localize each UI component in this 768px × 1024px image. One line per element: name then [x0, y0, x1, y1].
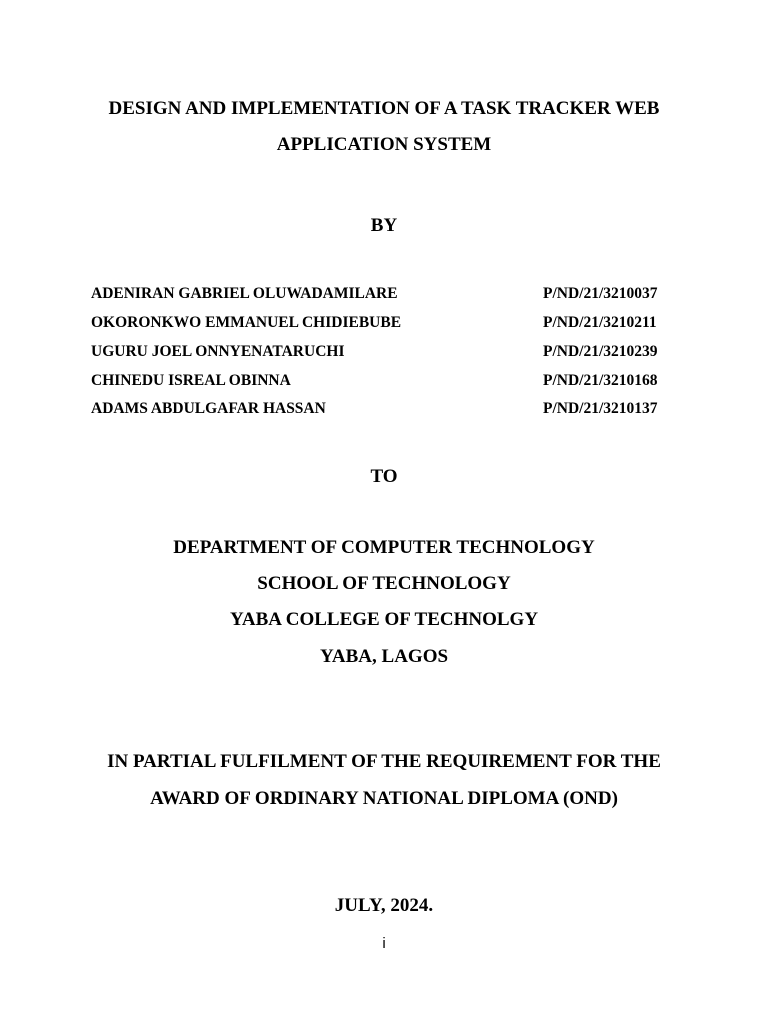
school-name: SCHOOL OF TECHNOLOGY	[257, 573, 511, 594]
author-name: OKORONKWO EMMANUEL CHIDIEBUBE	[91, 314, 402, 331]
author-matric-number: P/ND/21/3210168	[543, 372, 658, 389]
to-label: TO	[370, 466, 398, 487]
author-name: UGURU JOEL ONNYENATARUCHI	[91, 343, 345, 360]
college-name: YABA COLLEGE OF TECHNOLGY	[229, 609, 539, 630]
author-row	[0, 342, 768, 362]
project-title-line-1: DESIGN AND IMPLEMENTATION OF A TASK TRACKER WEB	[108, 98, 660, 119]
author-matric-number: P/ND/21/3210211	[543, 314, 657, 331]
fulfilment-statement-line-2: AWARD OF ORDINARY NATIONAL DIPLOMA (OND)	[150, 788, 618, 809]
by-label: BY	[370, 215, 398, 236]
author-matric-number: P/ND/21/3210037	[543, 285, 658, 302]
college-location: YABA, LAGOS	[319, 646, 449, 667]
fulfilment-statement-line-1: IN PARTIAL FULFILMENT OF THE REQUIREMENT FOR THE	[107, 751, 661, 772]
author-row	[0, 313, 768, 333]
author-name: ADENIRAN GABRIEL OLUWADAMILARE	[91, 285, 398, 302]
author-matric-number: P/ND/21/3210137	[543, 400, 658, 417]
page-number: i	[382, 935, 386, 952]
author-row	[0, 371, 768, 391]
author-name: CHINEDU ISREAL OBINNA	[91, 372, 291, 389]
author-row	[0, 284, 768, 304]
submission-date: JULY, 2024.	[334, 895, 434, 916]
author-matric-number: P/ND/21/3210239	[543, 343, 658, 360]
project-title-line-2: APPLICATION SYSTEM	[276, 134, 492, 155]
author-name: ADAMS ABDULGAFAR HASSAN	[91, 400, 326, 417]
author-row	[0, 399, 768, 419]
department-name: DEPARTMENT OF COMPUTER TECHNOLOGY	[173, 537, 595, 558]
